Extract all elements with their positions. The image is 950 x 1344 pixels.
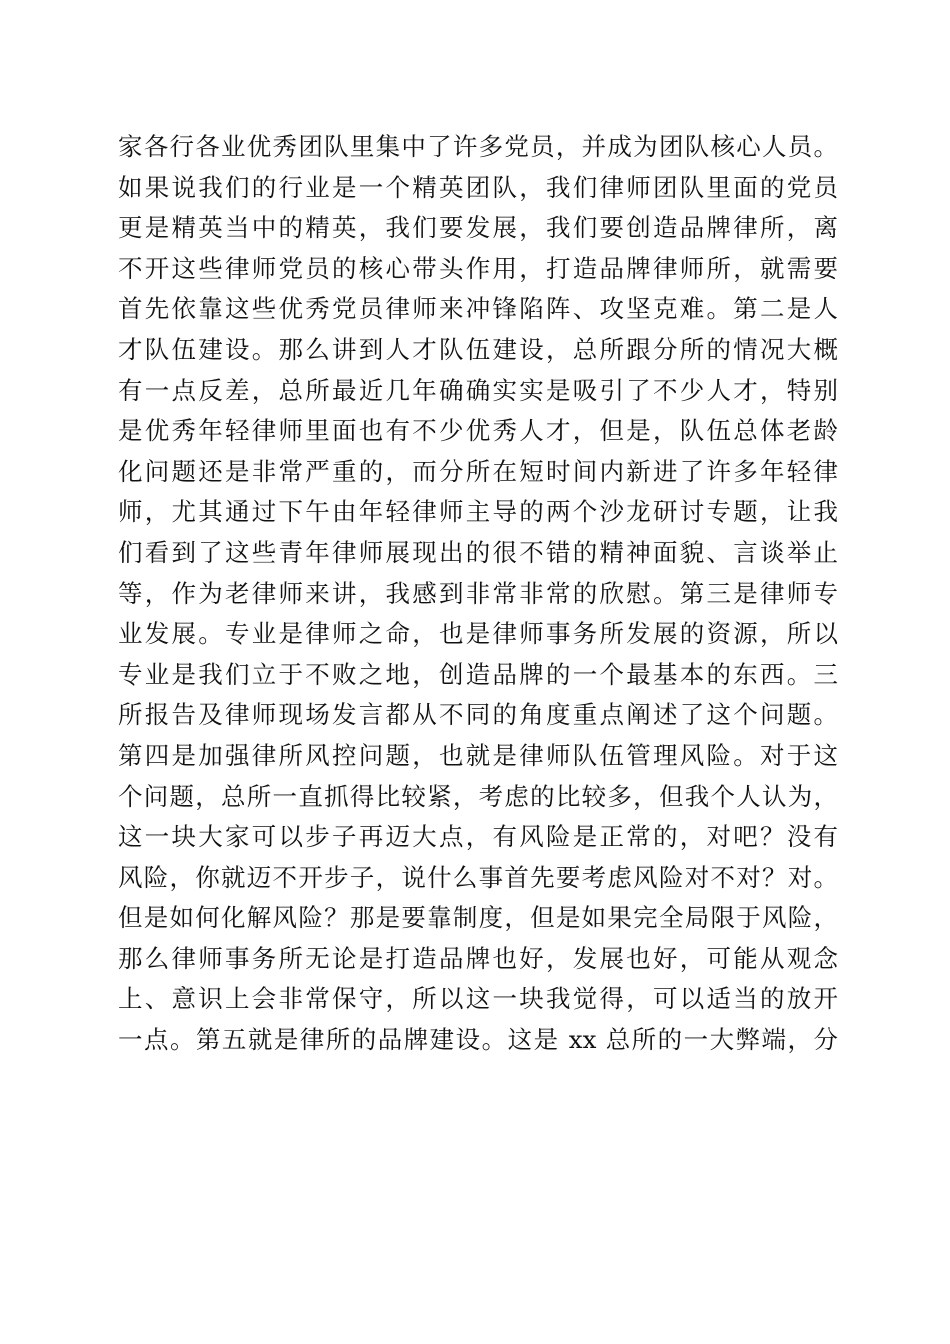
text-line-18: 这一块大家可以步子再迈大点，有风险是正常的，对吧？没有 <box>118 822 838 852</box>
body-paragraph <box>118 127 838 1061</box>
text-line-21: 那么律师事务所无论是打造品牌也好，发展也好，可能从观念 <box>118 943 838 973</box>
text-line-19: 风险，你就迈不开步子，说什么事首先要考虑风险对不对？对。 <box>118 862 838 892</box>
text-line-8: 是优秀年轻律师里面也有不少优秀人才，但是，队伍总体老龄 <box>118 416 838 446</box>
text-line-6: 才队伍建设。那么讲到人才队伍建设，总所跟分所的情况大概 <box>118 334 838 364</box>
text-line-14: 专业是我们立于不败之地，创造品牌的一个最基本的东西。三 <box>118 659 838 689</box>
text-line-23: 一点。第五就是律所的品牌建设。这是 xx 总所的一大弊端，分 <box>118 1025 838 1055</box>
text-line-22: 上、意识上会非常保守，所以这一块我觉得，可以适当的放开 <box>118 984 838 1014</box>
text-line-2: 如果说我们的行业是一个精英团队，我们律师团队里面的党员 <box>118 172 838 202</box>
text-line-5: 首先依靠这些优秀党员律师来冲锋陷阵、攻坚克难。第二是人 <box>118 294 838 324</box>
text-line-4: 不开这些律师党员的核心带头作用，打造品牌律师所，就需要 <box>118 253 838 283</box>
text-line-11: 们看到了这些青年律师展现出的很不错的精神面貌、言谈举止 <box>118 537 838 567</box>
text-line-3: 更是精英当中的精英，我们要发展，我们要创造品牌律所，离 <box>118 213 838 243</box>
text-line-20: 但是如何化解风险？那是要靠制度，但是如果完全局限于风险， <box>118 903 838 933</box>
text-line-9: 化问题还是非常严重的，而分所在短时间内新进了许多年轻律 <box>118 456 838 486</box>
text-line-15: 所报告及律师现场发言都从不同的角度重点阐述了这个问题。 <box>118 700 838 730</box>
text-line-16: 第四是加强律所风控问题，也就是律师队伍管理风险。对于这 <box>118 740 838 770</box>
text-line-7: 有一点反差，总所最近几年确确实实是吸引了不少人才，特别 <box>118 375 838 405</box>
text-line-10: 师，尤其通过下午由年轻律师主导的两个沙龙研讨专题，让我 <box>118 497 838 527</box>
text-line-1: 家各行各业优秀团队里集中了许多党员，并成为团队核心人员。 <box>118 132 838 161</box>
text-line-17: 个问题，总所一直抓得比较紧，考虑的比较多，但我个人认为， <box>118 781 838 811</box>
text-line-12: 等，作为老律师来讲，我感到非常非常的欣慰。第三是律师专 <box>118 578 838 608</box>
text-line-13: 业发展。专业是律师之命，也是律师事务所发展的资源，所以 <box>118 619 838 649</box>
